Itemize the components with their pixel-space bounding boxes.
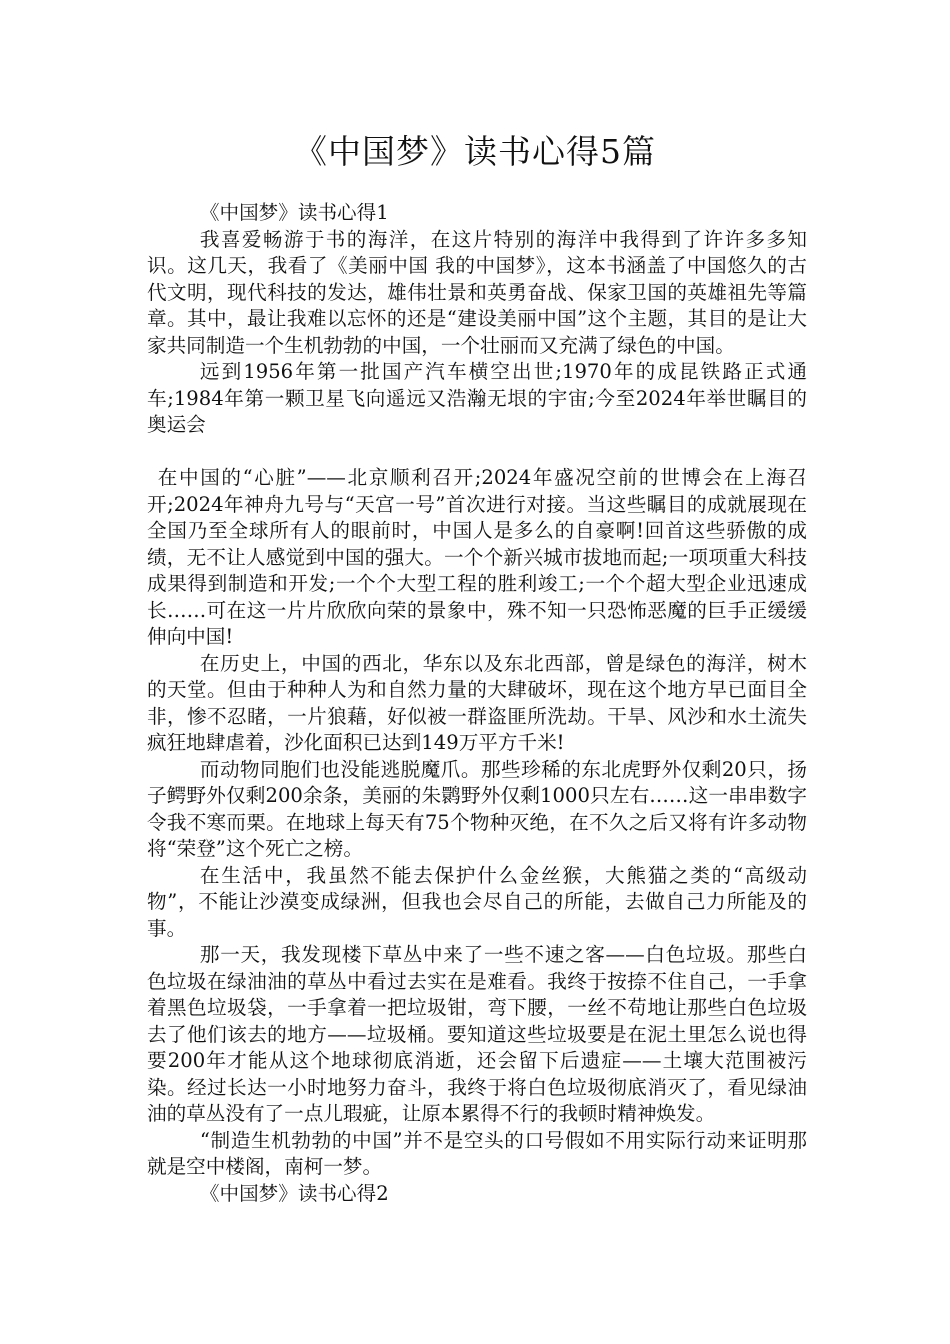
paragraph: 在中国的“心脏”——北京顺利召开;2024年盛况空前的世博会在上海召开;2024年神舟九号与“天宫一号”首次进行对接。当这些瞩目的成就展现在全国乃至全球所有人的眼前时，中国人是多么的自豪啊!回首这些骄傲的成绩，无不让人感觉到中国的强大。一个个新兴城市拔地而起;一项项重大科技成果得到制造和开发;一个个大型工程的胜利竣工;一个个超大型企业迅速成长……可在这一片片欣欣向荣的景象中，殊不知一只恐怖恶魔的巨手正缓缓伸向中国! xyxy=(147,466,807,648)
section-heading-2: 《中国梦》读书心得2 xyxy=(199,1181,389,1205)
document-body xyxy=(147,200,807,1207)
section-heading-1: 《中国梦》读书心得1 xyxy=(199,201,389,224)
paragraph: 而动物同胞们也没能逃脱魔爪。那些珍稀的东北虎野外仅剩20只，扬子鳄野外仅剩200余条，美丽的朱鹮野外仅剩1000只左右……这一串串数字令我不寒而栗。在地球上每天有75个物种灭绝，在不久之后又将有许多动物将“荣登”这个死亡之榜。 xyxy=(147,757,807,860)
blank-line xyxy=(147,439,807,466)
paragraph: 在生活中，我虽然不能去保护什么金丝猴，大熊猫之类的“高级动物”，不能让沙漠变成绿洲，但我也会尽自己的所能，去做自己力所能及的事。 xyxy=(147,863,807,940)
paragraph: 那一天，我发现楼下草丛中来了一些不速之客——白色垃圾。那些白色垃圾在绿油油的草丛中看过去实在是难看。我终于按捺不住自己，一手拿着黑色垃圾袋，一手拿着一把垃圾钳，弯下腰，一丝不苟地让那些白色垃圾去了他们该去的地方——垃圾桶。要知道这些垃圾要是在泥土里怎么说也得要200年才能从这个地球彻底消逝，还会留下后遗症——土壤大范围被污染。经过长达一小时地努力奋斗，我终于将白色垃圾彻底消灭了，看见绿油油的草丛没有了一点儿瑕疵，让原本累得不行的我顿时精神焕发。 xyxy=(147,943,807,1125)
document-title: 《中国梦》读书心得5篇 xyxy=(294,132,656,171)
paragraph: “制造生机勃勃的中国”并不是空头的口号假如不用实际行动来证明那就是空中楼阁，南柯一梦。 xyxy=(147,1128,807,1178)
paragraph: 远到1956年第一批国产汽车横空出世;1970年的成昆铁路正式通车;1984年第一颗卫星飞向遥远又浩瀚无垠的宇宙;今至2024年举世瞩目的奥运会 xyxy=(147,360,807,436)
paragraph: 在历史上，中国的西北，华东以及东北西部，曾是绿色的海洋，树木的天堂。但由于种种人为和自然力量的大肆破坏，现在这个地方早已面目全非，惨不忍睹，一片狼藉，好似被一群盗匪所洗劫。干旱、风沙和水土流失疯狂地肆虐着，沙化面积已达到149万平方千米! xyxy=(147,651,807,754)
paragraph: 我喜爱畅游于书的海洋，在这片特别的海洋中我得到了许许多多知识。这几天，我看了《美丽中国 我的中国梦》，这本书涵盖了中国悠久的古代文明，现代科技的发达，雄伟壮景和英勇奋战、保家卫国的英雄祖先等篇章。其中，最让我难以忘怀的还是“建设美丽中国”这个主题，其目的是让大家共同制造一个生机勃勃的中国，一个壮丽而又充满了绿色的中国。 xyxy=(147,227,807,357)
